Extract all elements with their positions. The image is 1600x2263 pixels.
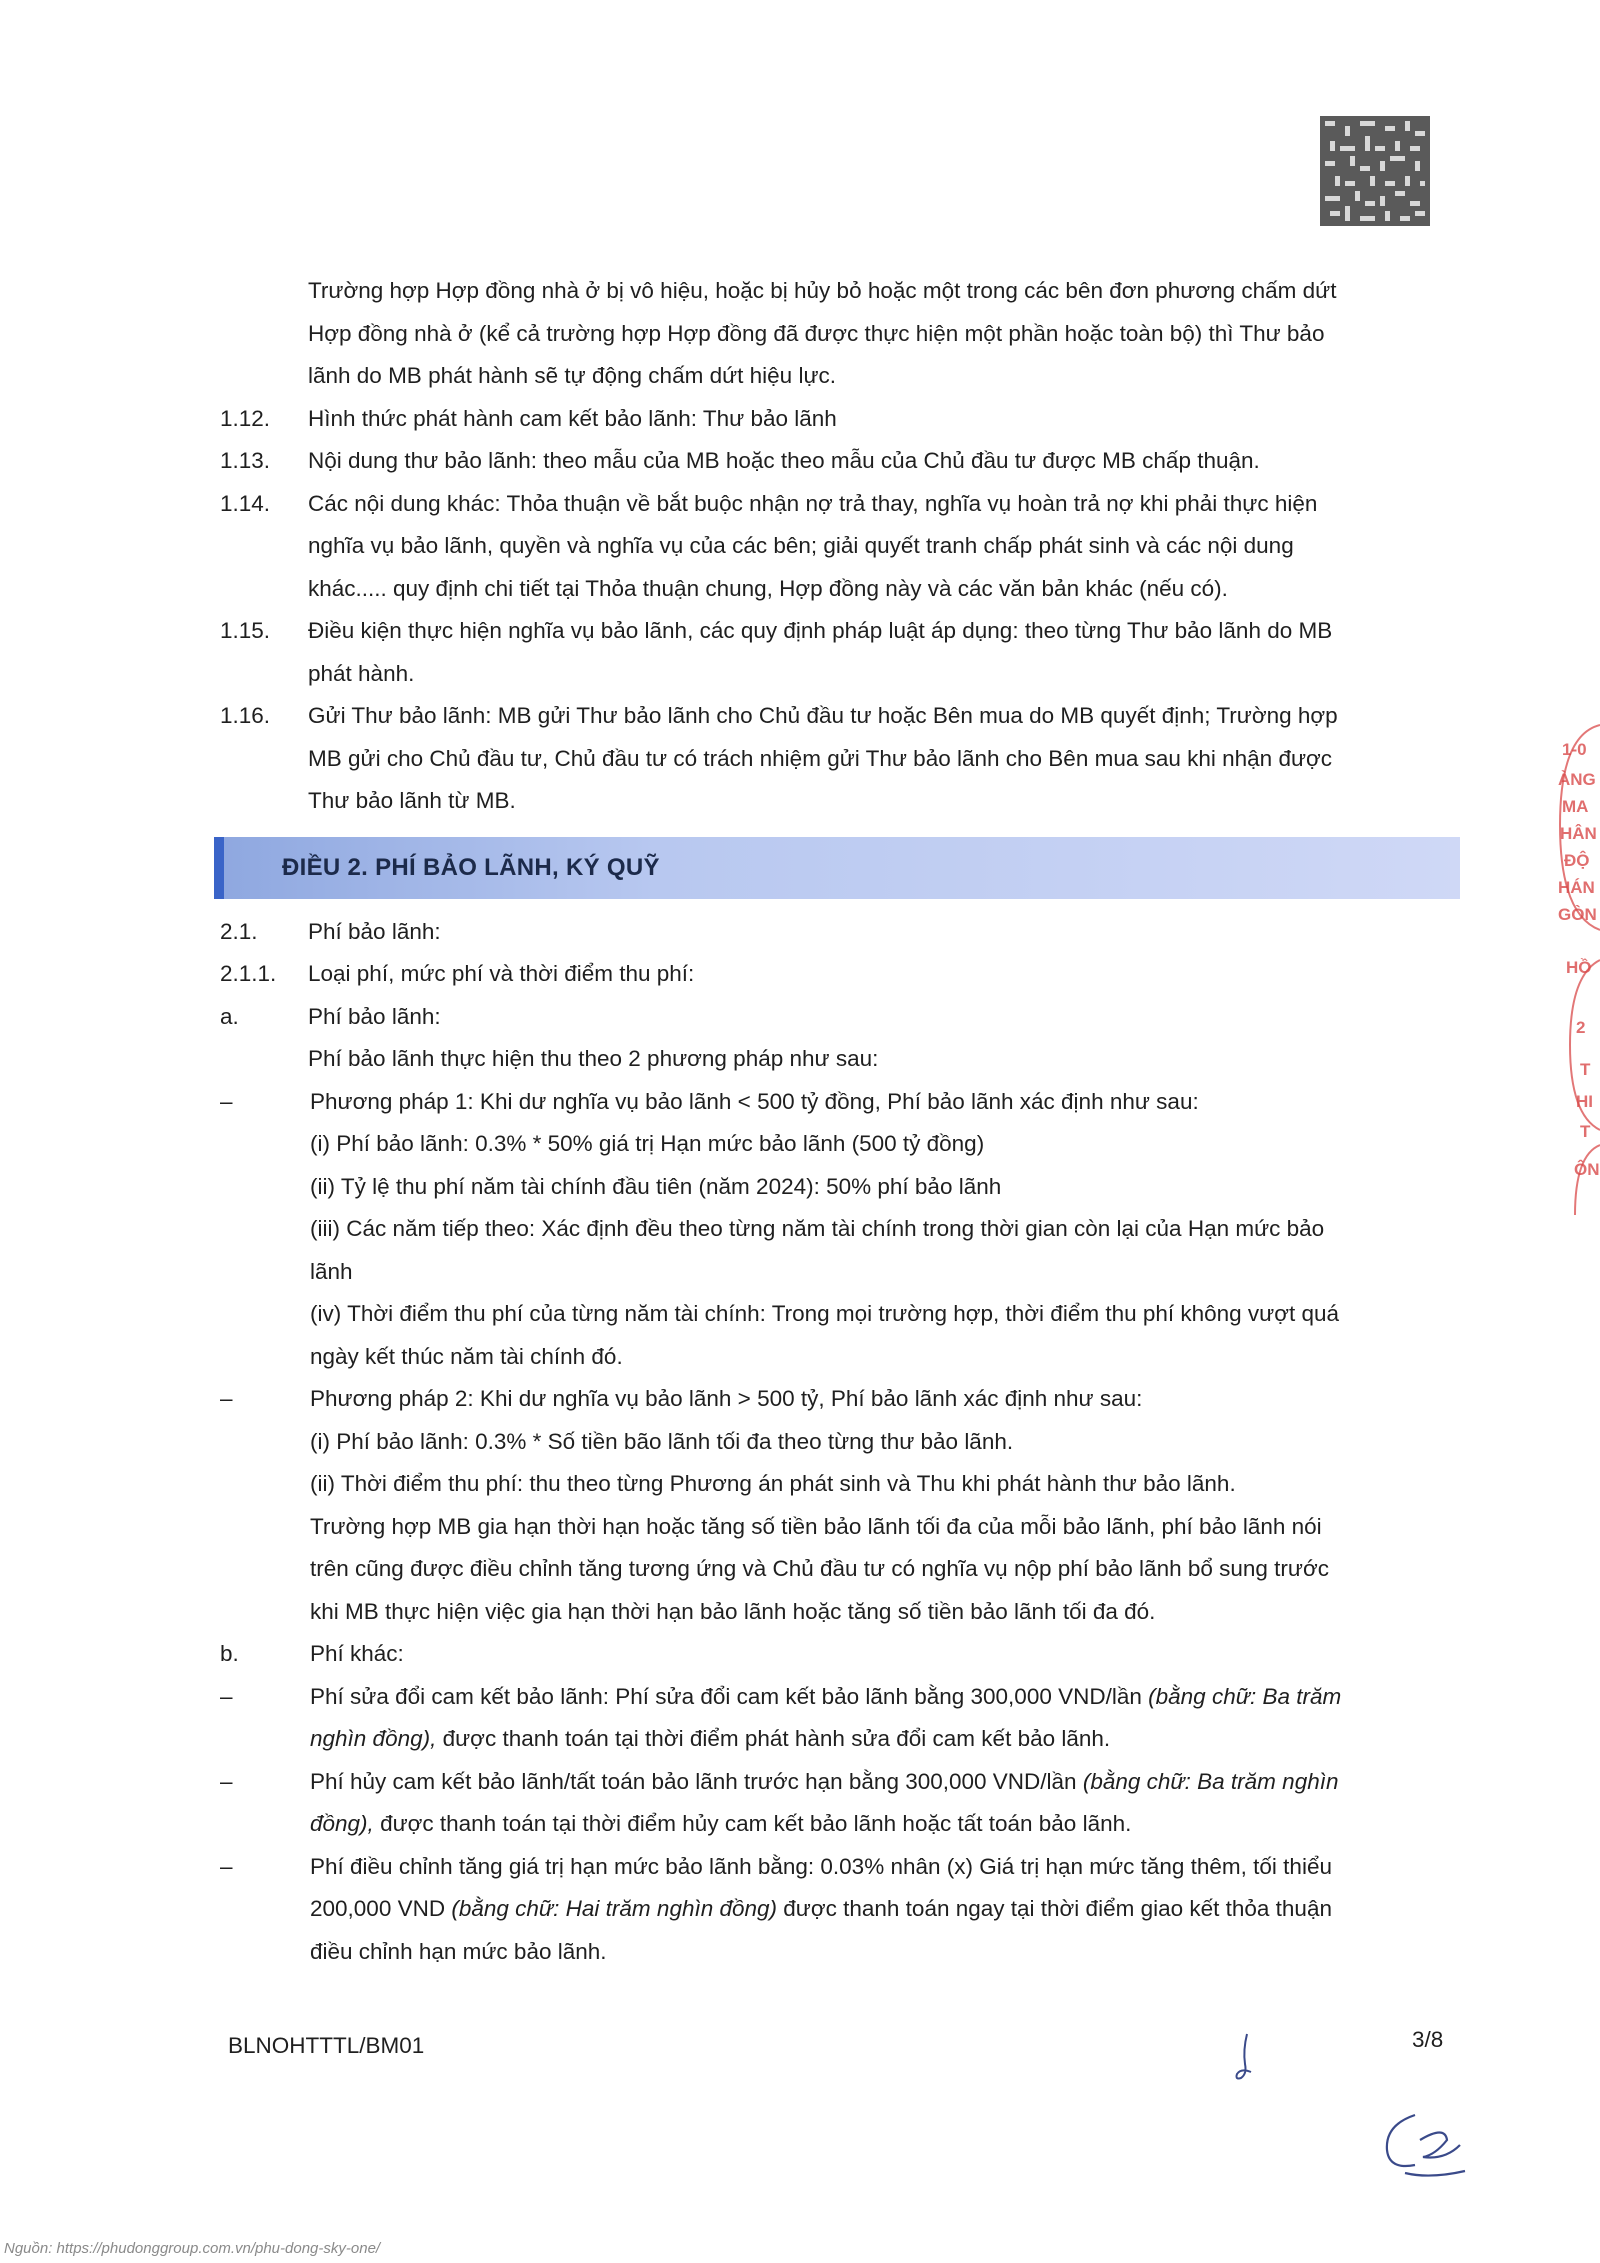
clause-b: [220, 1633, 1460, 1676]
svg-text:T: T: [1580, 1122, 1591, 1141]
clause-1-15: [220, 610, 1460, 695]
clause-a: [220, 996, 1460, 1081]
text-line: [310, 1761, 1460, 1804]
section-title: ĐIỀU 2. PHÍ BẢO LÃNH, KÝ QUỸ: [282, 853, 660, 881]
clause-1-14: [220, 483, 1460, 611]
method-1: [220, 1081, 1460, 1379]
svg-text:ÔN: ÔN: [1574, 1160, 1600, 1179]
text-line: Loại phí, mức phí và thời điểm thu phí:: [308, 961, 695, 986]
clause-number: 2.1.1.: [220, 961, 277, 986]
text-line: Hình thức phát hành cam kết bảo lãnh: Thư bảo lãnh: [308, 405, 837, 431]
method-2: [220, 1378, 1460, 1633]
text-line: Phí điều chỉnh tăng giá trị hạn mức bảo lãnh bằng: 0.03% nhân (x) Giá trị hạn mức tăng thêm, tối thiểu: [310, 1853, 1332, 1879]
fee-limit-adjustment: [220, 1846, 1460, 1974]
text-line: (iii) Các năm tiếp theo: Xác định đều theo từng năm tài chính trong thời gian còn lại của Hạn mức bảo: [310, 1216, 1325, 1241]
dash-bullet: –: [220, 1088, 233, 1114]
text-line: [310, 1676, 1460, 1719]
dash-bullet: –: [220, 1768, 233, 1794]
text-line: [310, 1888, 1460, 1931]
clause-number: b.: [220, 1641, 239, 1666]
handwritten-initial: [1225, 2030, 1265, 2090]
text-line: (ii) Thời điểm thu phí: thu theo từng Phương án phát sinh và Thu khi phát hành thư bảo lãnh.: [310, 1471, 1236, 1496]
svg-text:ÀNG: ÀNG: [1558, 770, 1596, 789]
clause-number: 1.15.: [220, 618, 271, 643]
svg-text:1-0: 1-0: [1562, 740, 1587, 759]
text-line: (i) Phí bảo lãnh: 0.3% * Số tiền bão lãnh tối đa theo từng thư bảo lãnh.: [310, 1428, 1014, 1454]
text-line: Các nội dung khác: Thỏa thuận về bắt buộc nhận nợ trả thay, nghĩa vụ hoàn trả nợ khi phải thực hiện: [308, 490, 1318, 516]
clause-1-16: [220, 695, 1460, 823]
clause-number: 2.1.: [220, 918, 258, 944]
text-line: Phí bảo lãnh:: [308, 918, 441, 944]
text-line: Gửi Thư bảo lãnh: MB gửi Thư bảo lãnh cho Chủ đầu tư hoặc Bên mua do MB quyết định; Trường hợp: [308, 703, 1338, 728]
clause-2-1: [220, 911, 1460, 954]
text-line: (iv) Thời điểm thu phí của từng năm tài chính: Trong mọi trường hợp, thời điểm thu phí không vượt quá: [310, 1301, 1340, 1326]
text-line: Thư bảo lãnh từ MB.: [308, 788, 516, 813]
text-line: Trường hợp MB gia hạn thời hạn hoặc tăng số tiền bảo lãnh tối đa của mỗi bảo lãnh, phí bảo lãnh nói: [310, 1513, 1322, 1539]
text-span: được thanh toán tại thời điểm hủy cam kết bảo lãnh hoặc tất toán bảo lãnh.: [373, 1811, 1132, 1836]
svg-text:2: 2: [1576, 1018, 1586, 1037]
svg-text:T: T: [1580, 1060, 1591, 1079]
text-line: ngày kết thúc năm tài chính đó.: [310, 1343, 623, 1369]
text-line: Hợp đồng nhà ở (kể cả trường hợp Hợp đồng đã được thực hiện một phần hoặc toàn bộ) thì Thư bảo: [308, 320, 1325, 346]
clause-1-13: [220, 440, 1460, 483]
clause-number: 1.14.: [220, 490, 271, 516]
dash-bullet: –: [220, 1853, 233, 1879]
text-line: Trường hợp Hợp đồng nhà ở bị vô hiệu, hoặc bị hủy bỏ hoặc một trong các bên đơn phương chấm dứt: [308, 278, 1337, 303]
svg-text:HỒ: HỒ: [1566, 958, 1592, 977]
text-line: Phí bảo lãnh:: [308, 1003, 441, 1029]
text-line: MB gửi cho Chủ đầu tư, Chủ đầu tư có trách nhiệm gửi Thư bảo lãnh cho Bên mua sau khi nhận được: [308, 745, 1333, 771]
fee-amendment: [220, 1676, 1460, 1761]
text-line: Phí bảo lãnh thực hiện thu theo 2 phương pháp như sau:: [308, 1046, 879, 1071]
svg-text:ĐỘ: ĐỘ: [1564, 851, 1590, 870]
text-line: Phí khác:: [310, 1641, 404, 1666]
text-line: trên cũng được điều chỉnh tăng tương ứng và Chủ đầu tư có nghĩa vụ nộp phí bảo lãnh bổ sung trước: [310, 1556, 1329, 1581]
text-line: lãnh: [310, 1258, 353, 1284]
dash-bullet: –: [220, 1386, 233, 1411]
svg-text:HÁN: HÁN: [1558, 878, 1595, 897]
intro-paragraph: [220, 270, 1460, 398]
text-line: Phương pháp 1: Khi dư nghĩa vụ bảo lãnh < 500 tỷ đồng, Phí bảo lãnh xác định như sau:: [310, 1088, 1199, 1114]
text-span: được thanh toán tại thời điểm phát hành sửa đổi cam kết bảo lãnh.: [436, 1726, 1111, 1751]
text-line: Nội dung thư bảo lãnh: theo mẫu của MB hoặc theo mẫu của Chủ đầu tư được MB chấp thuận.: [308, 448, 1260, 473]
text-span: Phí sửa đổi cam kết bảo lãnh: Phí sửa đổi cam kết bảo lãnh bằng 300,000 VND/lần: [310, 1683, 1149, 1709]
text-span-italic: (bằng chữ: Ba trăm nghìn: [1082, 1768, 1339, 1794]
text-line: [310, 1803, 1460, 1846]
text-span-italic: nghìn đồng),: [310, 1726, 437, 1751]
text-span-italic: (bằng chữ: Hai trăm nghìn đồng): [451, 1896, 778, 1921]
document-code: BLNOHTTTL/BM01: [228, 2033, 425, 2058]
clause-2-1-1: [220, 953, 1460, 996]
document-body: [220, 270, 1460, 1973]
text-span: 200,000 VND: [310, 1896, 452, 1921]
text-line: khác..... quy định chi tiết tại Thỏa thuận chung, Hợp đồng này và các văn bản khác (nếu có).: [308, 575, 1228, 601]
red-stamp-seal: [1540, 715, 1600, 1315]
text-span-italic: (bằng chữ: Ba trăm: [1148, 1683, 1342, 1709]
clause-number: 1.12.: [220, 405, 271, 431]
text-line: Điều kiện thực hiện nghĩa vụ bảo lãnh, các quy định pháp luật áp dụng: theo từng Thư bảo lãnh do MB: [308, 618, 1333, 643]
clause-1-12: [220, 398, 1460, 441]
section-heading-bar: [214, 837, 1460, 899]
fee-cancellation: [220, 1761, 1460, 1846]
svg-text:HÂN: HÂN: [1560, 824, 1597, 843]
qr-code-icon: [1320, 116, 1430, 226]
clause-number: a.: [220, 1003, 239, 1029]
text-line: phát hành.: [308, 660, 415, 686]
text-line: lãnh do MB phát hành sẽ tự động chấm dứt hiệu lực.: [308, 363, 837, 388]
clause-number: 1.13.: [220, 448, 271, 473]
text-line: Phương pháp 2: Khi dư nghĩa vụ bảo lãnh > 500 tỷ, Phí bảo lãnh xác định như sau:: [310, 1386, 1143, 1411]
text-line: (i) Phí bảo lãnh: 0.3% * 50% giá trị Hạn mức bảo lãnh (500 tỷ đồng): [310, 1131, 985, 1156]
text-span: được thanh toán ngay tại thời điểm giao kết thỏa thuận: [777, 1896, 1332, 1921]
text-line: nghĩa vụ bảo lãnh, quyền và nghĩa vụ của các bên; giải quyết tranh chấp phát sinh và các nội dung: [308, 533, 1294, 558]
svg-text:GÒN: GÒN: [1558, 905, 1597, 924]
text-line: khi MB thực hiện việc gia hạn thời hạn bảo lãnh hoặc tăng số tiền bảo lãnh tối đa đó.: [310, 1598, 1156, 1624]
svg-text:MA: MA: [1562, 797, 1589, 816]
page-number: 3/8: [1412, 2027, 1444, 2052]
text-line: điều chỉnh hạn mức bảo lãnh.: [310, 1938, 607, 1964]
source-note: Nguồn: https://phudonggroup.com.vn/phu-dong-sky-one/: [4, 2240, 381, 2257]
dash-bullet: –: [220, 1683, 233, 1709]
text-span-italic: đồng),: [310, 1811, 374, 1836]
handwritten-signature: [1375, 2105, 1470, 2180]
text-line: (ii) Tỷ lệ thu phí năm tài chính đầu tiên (năm 2024): 50% phí bảo lãnh: [310, 1173, 1002, 1199]
text-line: [310, 1718, 1460, 1761]
svg-text:HI: HI: [1576, 1092, 1593, 1111]
clause-number: 1.16.: [220, 703, 271, 728]
text-span: Phí hủy cam kết bảo lãnh/tất toán bảo lãnh trước hạn bằng 300,000 VND/lần: [310, 1768, 1083, 1794]
